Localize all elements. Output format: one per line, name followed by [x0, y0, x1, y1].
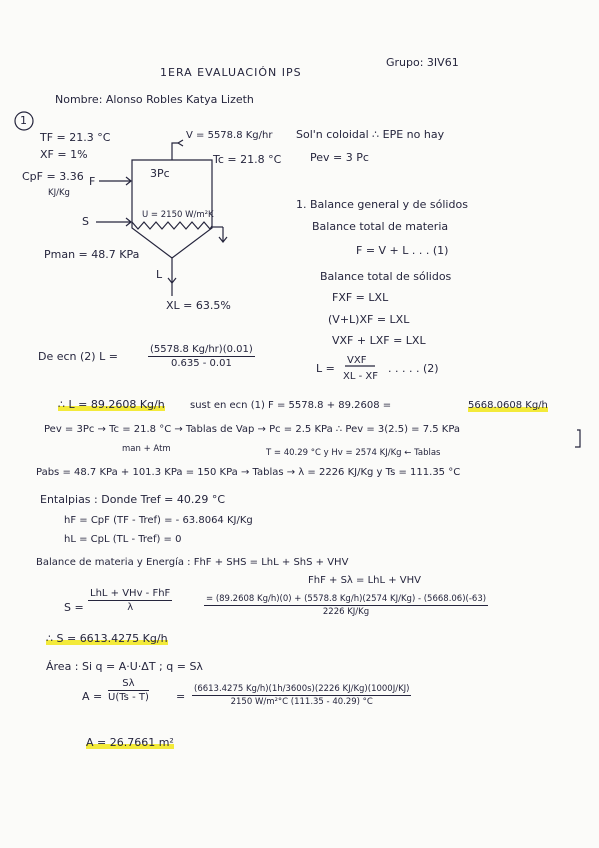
colloidal-note: Sol'n coloidal ∴ EPE no hay [296, 128, 445, 141]
l-from-eq2: De ecn (2) L = [38, 350, 118, 363]
evaporator-pressure-label: 3Pc [150, 167, 170, 180]
equation-2-tag: . . . . . (2) [388, 362, 439, 375]
a-formula-denominator: U(Ts - T) [108, 692, 149, 703]
pev-calculation: Pev = 3Pc → Tc = 21.8 °C → Tablas de Vap → Pc = 2.5 KPa ∴ Pev = 3(2.5) = 7.5 KPa [44, 424, 461, 435]
heat-transfer-coefficient: U = 2150 W/m²K [142, 210, 214, 220]
s-formula-fraction [88, 588, 172, 613]
s-formula-numerator: LhL + VHv - FhF [90, 588, 171, 599]
hf-calculation: hF = CpF (TF - Tref) = - 63.8064 KJ/Kg [64, 515, 253, 526]
pev-note: Pev = 3 Pc [310, 151, 369, 164]
a-value-numerator: (6613.4275 Kg/h)(1h/3600s)(2226 KJ/Kg)(1000J/KJ) [194, 684, 410, 694]
equation-2-lhs: L = [316, 362, 335, 375]
s-value-numerator: = (89.2608 Kg/h)(0) + (5578.8 Kg/h)(2574 KJ/Kg) - (5668.06)(-63) [206, 594, 487, 604]
balance-solids-label: Balance total de sólidos [320, 270, 452, 283]
a-equals: = [176, 690, 186, 703]
l-fraction-denominator: 0.635 - 0.01 [170, 358, 232, 369]
manometric-pressure: Pman = 48.7 KPa [44, 248, 140, 261]
feed-temperature: TF = 21.3 °C [40, 131, 111, 144]
l-result: ∴ L = 89.2608 Kg/h [58, 398, 165, 411]
energy-balance-simplified: FhF + Sλ = LhL + VHV [308, 575, 421, 586]
tables-return-arrow [575, 430, 580, 447]
hl-calculation: hL = CpL (TL - Tref) = 0 [64, 534, 182, 545]
area-heading: Área : Si q = A·U·ΔT ; q = Sλ [46, 660, 203, 673]
liquid-stream-label: L [156, 268, 163, 281]
equation-fxf: FXF = LXL [332, 291, 389, 304]
s-formula-denominator: λ [127, 602, 134, 613]
exam-title: 1ERA EVALUACIÓN IPS [160, 66, 302, 79]
balance-heading: 1. Balance general y de sólidos [296, 198, 468, 211]
equation-vx: VXF + LXF = LXL [332, 334, 426, 347]
equation-vl: (V+L)XF = LXL [328, 313, 410, 326]
t-hv-values: T = 40.29 °C y Hv = 2574 KJ/Kg ← Tablas [266, 448, 441, 458]
liquid-concentration: XL = 63.5% [166, 299, 231, 312]
s-value-fraction [204, 594, 488, 617]
enthalpies-heading: Entalpias : Donde Tref = 40.29 °C [40, 493, 226, 506]
heating-coil [132, 222, 212, 229]
a-lhs: A = [82, 690, 103, 703]
vapor-flow: V = 5578.8 Kg/hr [186, 130, 273, 141]
problem-number: 1 [20, 114, 27, 127]
energy-balance: Balance de materia y Energía : FhF + SHS = LhL + ShS + VHV [36, 557, 349, 568]
man-atm-note: man + Atm [122, 444, 171, 454]
steam-stream-label: S [82, 215, 89, 228]
feed-cp: CpF = 3.36 [22, 170, 84, 183]
s-value-denominator: 2226 KJ/Kg [322, 607, 370, 617]
a-value-fraction [192, 684, 411, 707]
s-result: ∴ S = 6613.4275 Kg/h [46, 632, 168, 645]
student-name: Nombre: Alonso Robles Katya Lizeth [55, 93, 254, 106]
a-formula-fraction [108, 678, 149, 703]
l-fraction-numerator: (5578.8 Kg/hr)(0.01) [150, 344, 253, 355]
feed-concentration: XF = 1% [40, 148, 88, 161]
s-lhs: S = [64, 601, 84, 614]
feed-cp-units: KJ/Kg [48, 188, 70, 198]
balance-total-label: Balance total de materia [312, 220, 449, 233]
vapor-pipe [172, 143, 178, 160]
pabs-calculation: Pabs = 48.7 KPa + 101.3 KPa = 150 KPa → Tablas → λ = 2226 KJ/Kg y Ts = 111.35 °C [36, 467, 461, 478]
a-formula-numerator: Sλ [108, 678, 149, 691]
equation-2-numerator: VXF [347, 355, 367, 366]
equation-1: F = V + L . . . (1) [356, 244, 449, 257]
equation-2-denominator: XL - XF [343, 371, 378, 382]
a-result: A = 26.7661 m² [86, 736, 174, 749]
l-fraction [148, 344, 255, 369]
vapor-arrow-head [178, 140, 183, 146]
a-value-denominator: 2150 W/m²°C (111.35 - 40.29) °C [230, 697, 373, 707]
f-result: 5668.0608 Kg/h [468, 400, 548, 411]
condensing-temperature: Tc = 21.8 °C [213, 153, 282, 166]
feed-stream-label: F [89, 175, 96, 188]
substitution-eq1: sust en ecn (1) F = 5578.8 + 89.2608 = [190, 400, 392, 411]
group-label: Grupo: 3IV61 [386, 56, 459, 69]
